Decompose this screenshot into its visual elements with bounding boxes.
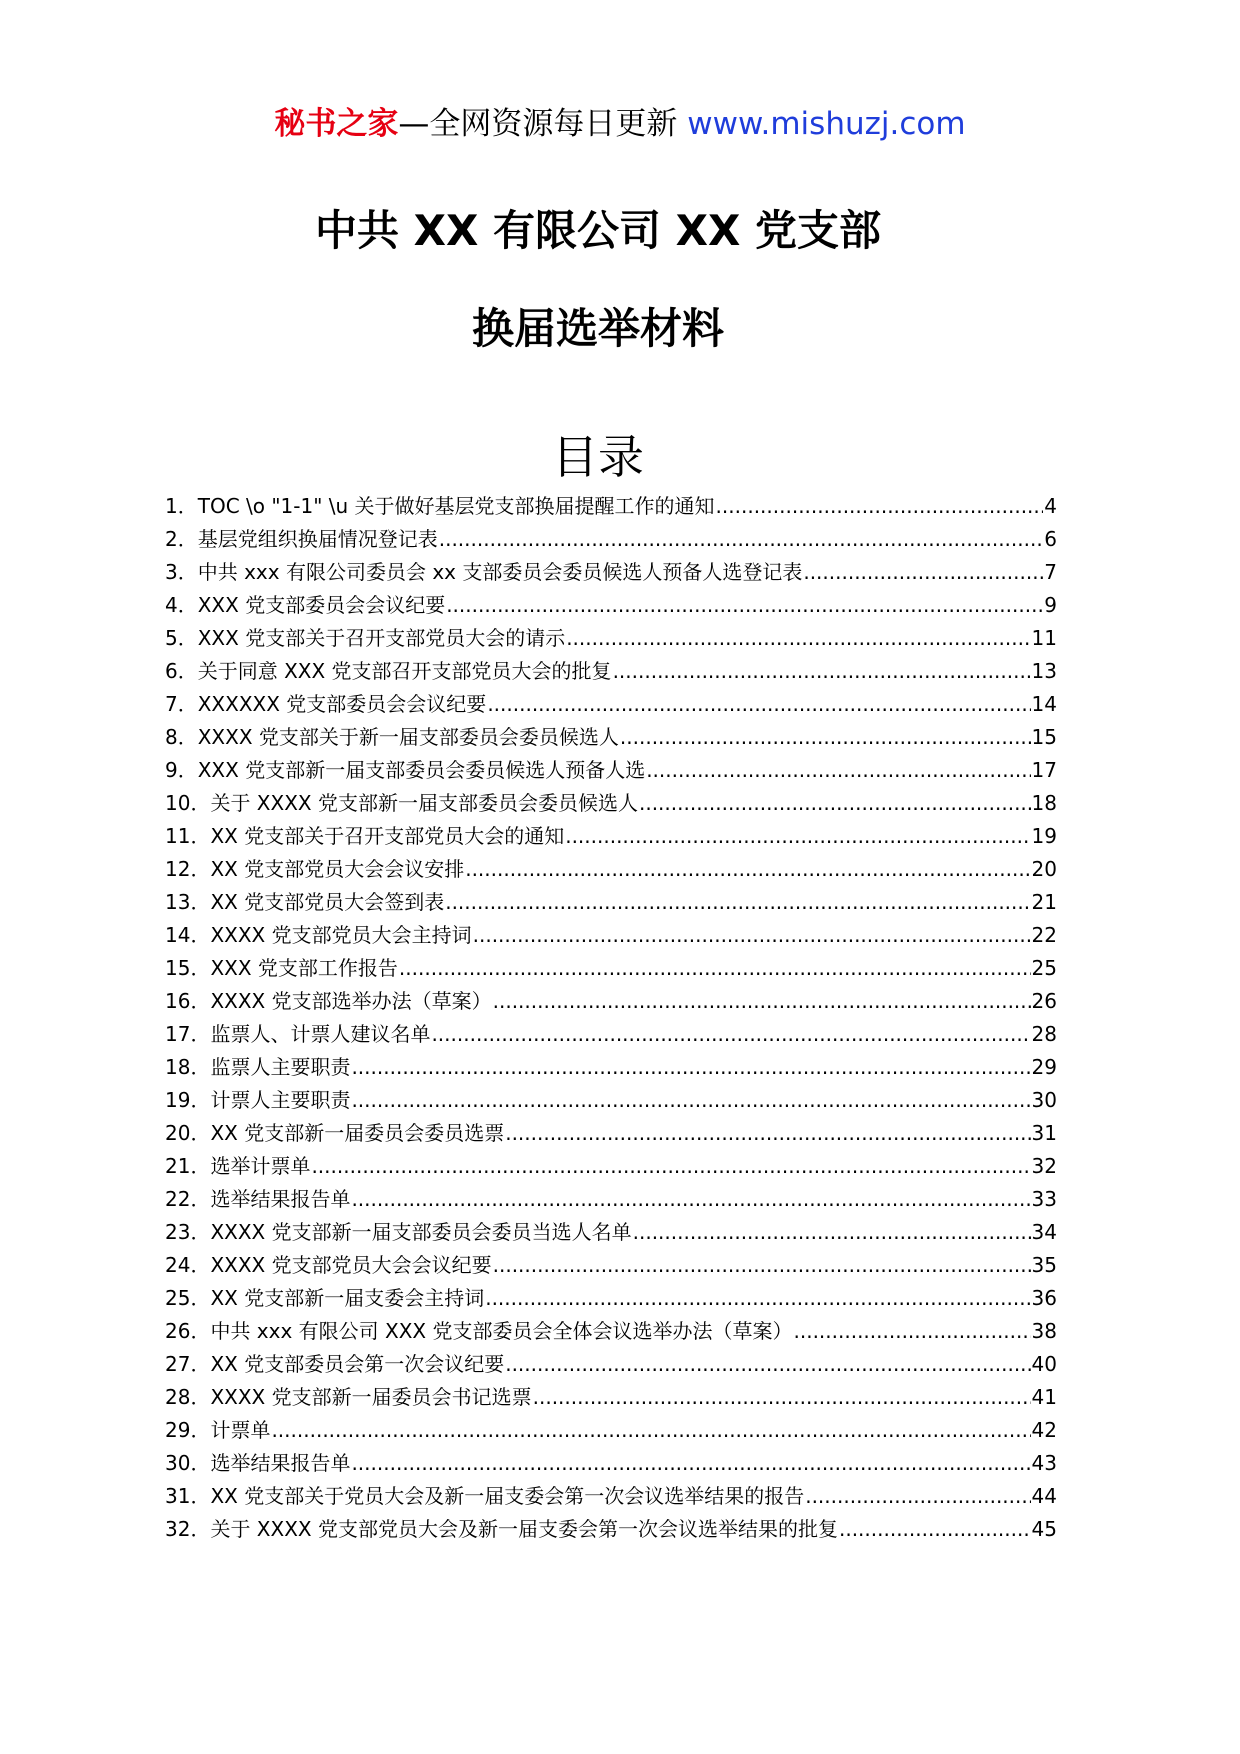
toc-entry-page-number: 19 — [1031, 824, 1057, 848]
toc-entry-page-number: 21 — [1031, 890, 1057, 914]
toc-entry-number: 20． — [165, 1121, 211, 1145]
toc-dot-leader — [493, 1249, 1031, 1282]
toc-entry-number: 13． — [165, 890, 211, 914]
toc-entry-title: 关于 XXXX 党支部党员大会及新一届支委会第一次会议选举结果的批复 — [210, 1517, 838, 1541]
brand-name: 秘书之家 — [274, 106, 399, 142]
toc-entry-number: 7． — [165, 692, 198, 716]
toc-entry[interactable] — [165, 1513, 1057, 1546]
toc-entry-number: 14． — [165, 923, 211, 947]
toc-entry[interactable] — [165, 490, 1057, 523]
toc-entry[interactable] — [165, 523, 1057, 556]
toc-entry-number: 11． — [165, 824, 211, 848]
toc-entry[interactable] — [165, 919, 1057, 952]
toc-entry[interactable] — [165, 1381, 1057, 1414]
toc-entry-title: 计票人主要职责 — [210, 1088, 351, 1112]
toc-entry[interactable] — [165, 556, 1057, 589]
toc-entry-page-number: 45 — [1031, 1517, 1057, 1541]
toc-dot-leader — [465, 853, 1030, 886]
table-of-contents — [165, 490, 1057, 1546]
toc-entry-title: 中共 xxx 有限公司委员会 xx 支部委员会委员候选人预备人选登记表 — [197, 560, 803, 584]
toc-entry[interactable] — [165, 655, 1057, 688]
toc-entry[interactable] — [165, 952, 1057, 985]
toc-entry-title: XXXX 党支部党员大会会议纪要 — [210, 1253, 492, 1277]
toc-entry-title: XX 党支部关于党员大会及新一届支委会第一次会议选举结果的报告 — [210, 1484, 805, 1508]
toc-dot-leader — [351, 1447, 1030, 1480]
toc-entry-title: TOC \o "1-1" \u 关于做好基层党支部换届提醒工作的通知 — [197, 494, 715, 518]
document-title-line-1: 中共 XX 有限公司 XX 党支部 — [314, 206, 882, 255]
toc-entry-page-number: 18 — [1031, 791, 1057, 815]
toc-dot-leader — [311, 1150, 1030, 1183]
toc-dot-leader — [399, 952, 1031, 985]
toc-entry[interactable] — [165, 1216, 1057, 1249]
site-url-link[interactable]: www.mishuzj.com — [687, 106, 966, 142]
toc-entry-title: XXX 党支部新一届支部委员会委员候选人预备人选 — [197, 758, 646, 782]
toc-entry-page-number: 30 — [1031, 1088, 1057, 1112]
toc-dot-leader — [565, 820, 1030, 853]
toc-entry[interactable] — [165, 886, 1057, 919]
toc-entry-number: 18． — [165, 1055, 211, 1079]
toc-entry-title: XXX 党支部委员会会议纪要 — [197, 593, 446, 617]
toc-dot-leader — [794, 1315, 1031, 1348]
toc-entry-number: 8． — [165, 725, 198, 749]
toc-entry-number: 6． — [165, 659, 198, 683]
toc-entry[interactable] — [165, 1183, 1057, 1216]
toc-entry-page-number: 13 — [1031, 659, 1057, 683]
toc-entry-page-number: 41 — [1031, 1385, 1057, 1409]
toc-entry-number: 21． — [165, 1154, 211, 1178]
toc-entry-title: XXXXXX 党支部委员会会议纪要 — [197, 692, 487, 716]
toc-entry[interactable] — [165, 1315, 1057, 1348]
toc-dot-leader — [487, 688, 1030, 721]
toc-entry-page-number: 28 — [1031, 1022, 1057, 1046]
toc-entry-page-number: 29 — [1031, 1055, 1057, 1079]
toc-entry-title: XX 党支部关于召开支部党员大会的通知 — [210, 824, 565, 848]
toc-dot-leader — [803, 556, 1043, 589]
toc-entry-page-number: 32 — [1031, 1154, 1057, 1178]
toc-entry-number: 31． — [165, 1484, 211, 1508]
toc-entry-number: 22． — [165, 1187, 211, 1211]
toc-entry-number: 29． — [165, 1418, 211, 1442]
toc-entry-title: XXXX 党支部新一届委员会书记选票 — [210, 1385, 532, 1409]
toc-entry-page-number: 38 — [1031, 1319, 1057, 1343]
site-header — [0, 98, 1240, 150]
toc-entry-page-number: 35 — [1031, 1253, 1057, 1277]
toc-entry-title: 中共 xxx 有限公司 XXX 党支部委员会全体会议选举办法（草案） — [210, 1319, 793, 1343]
toc-entry[interactable] — [165, 1051, 1057, 1084]
toc-entry-page-number: 17 — [1031, 758, 1057, 782]
toc-entry-page-number: 31 — [1031, 1121, 1057, 1145]
toc-dot-leader — [716, 490, 1044, 523]
toc-entry-number: 28． — [165, 1385, 211, 1409]
toc-entry[interactable] — [165, 1447, 1057, 1480]
toc-entry-number: 1． — [165, 494, 198, 518]
toc-dot-leader — [431, 1018, 1030, 1051]
toc-dot-leader — [271, 1414, 1030, 1447]
toc-entry-title: 监票人、计票人建议名单 — [210, 1022, 431, 1046]
toc-entry-number: 10． — [165, 791, 211, 815]
toc-heading: 目录 — [552, 430, 644, 484]
toc-entry-title: 监票人主要职责 — [210, 1055, 351, 1079]
toc-entry[interactable] — [165, 1117, 1057, 1150]
toc-entry-title: 选举结果报告单 — [210, 1187, 351, 1211]
toc-entry[interactable] — [165, 1348, 1057, 1381]
toc-entry[interactable] — [165, 1480, 1057, 1513]
toc-entry-page-number: 4 — [1044, 494, 1057, 518]
toc-entry-number: 27． — [165, 1352, 211, 1376]
toc-entry-number: 4． — [165, 593, 198, 617]
toc-entry-page-number: 33 — [1031, 1187, 1057, 1211]
toc-entry[interactable] — [165, 1084, 1057, 1117]
toc-dot-leader — [633, 1216, 1031, 1249]
toc-entry-title: XXX 党支部工作报告 — [210, 956, 398, 980]
toc-entry-title: 选举计票单 — [210, 1154, 311, 1178]
toc-entry-number: 5． — [165, 626, 198, 650]
toc-entry-title: XXXX 党支部选举办法（草案） — [210, 989, 492, 1013]
toc-entry[interactable] — [165, 787, 1057, 820]
toc-dot-leader — [505, 1348, 1030, 1381]
toc-entry[interactable] — [165, 985, 1057, 1018]
document-title-line-2: 换届选举材料 — [471, 304, 724, 353]
toc-entry-title: 关于 XXXX 党支部新一届支部委员会委员候选人 — [210, 791, 638, 815]
toc-dot-leader — [493, 985, 1031, 1018]
toc-entry[interactable] — [165, 721, 1057, 754]
toc-entry-page-number: 6 — [1044, 527, 1057, 551]
toc-entry-number: 30． — [165, 1451, 211, 1475]
toc-entry-number: 32． — [165, 1517, 211, 1541]
toc-entry[interactable] — [165, 1414, 1057, 1447]
toc-entry-number: 23． — [165, 1220, 211, 1244]
toc-entry-title: 关于同意 XXX 党支部召开支部党员大会的批复 — [197, 659, 612, 683]
toc-dot-leader — [446, 589, 1043, 622]
toc-dot-leader — [646, 754, 1030, 787]
toc-entry-page-number: 11 — [1031, 626, 1057, 650]
toc-entry-page-number: 26 — [1031, 989, 1057, 1013]
toc-dot-leader — [805, 1480, 1030, 1513]
toc-entry-number: 9． — [165, 758, 198, 782]
toc-entry-page-number: 25 — [1031, 956, 1057, 980]
toc-entry-page-number: 20 — [1031, 857, 1057, 881]
toc-dot-leader — [533, 1381, 1031, 1414]
toc-dot-leader — [445, 886, 1030, 919]
toc-entry[interactable] — [165, 1282, 1057, 1315]
toc-entry-number: 16． — [165, 989, 211, 1013]
toc-entry-page-number: 14 — [1031, 692, 1057, 716]
toc-entry-title: XX 党支部党员大会会议安排 — [210, 857, 465, 881]
toc-entry[interactable] — [165, 820, 1057, 853]
toc-entry-page-number: 7 — [1044, 560, 1057, 584]
toc-entry-title: XX 党支部党员大会签到表 — [210, 890, 445, 914]
toc-entry-page-number: 40 — [1031, 1352, 1057, 1376]
toc-dot-leader — [566, 622, 1030, 655]
toc-entry-number: 12． — [165, 857, 211, 881]
toc-entry-title: XXX 党支部关于召开支部党员大会的请示 — [197, 626, 566, 650]
toc-entry-title: XX 党支部新一届委员会委员选票 — [210, 1121, 505, 1145]
toc-entry-page-number: 9 — [1044, 593, 1057, 617]
toc-entry[interactable] — [165, 754, 1057, 787]
toc-dot-leader — [485, 1282, 1030, 1315]
toc-entry[interactable] — [165, 1150, 1057, 1183]
toc-entry[interactable] — [165, 1249, 1057, 1282]
toc-dot-leader — [351, 1051, 1030, 1084]
toc-dot-leader — [351, 1183, 1030, 1216]
toc-dot-leader — [613, 655, 1031, 688]
toc-entry-page-number: 22 — [1031, 923, 1057, 947]
toc-entry-number: 26． — [165, 1319, 211, 1343]
toc-entry-page-number: 42 — [1031, 1418, 1057, 1442]
toc-dot-leader — [473, 919, 1031, 952]
toc-dot-leader — [620, 721, 1031, 754]
toc-entry-number: 19． — [165, 1088, 211, 1112]
toc-entry[interactable] — [165, 1018, 1057, 1051]
toc-entry-number: 17． — [165, 1022, 211, 1046]
toc-dot-leader — [505, 1117, 1030, 1150]
toc-entry-number: 25． — [165, 1286, 211, 1310]
toc-entry-title: 计票单 — [210, 1418, 271, 1442]
toc-entry[interactable] — [165, 688, 1057, 721]
toc-entry-title: 选举结果报告单 — [210, 1451, 351, 1475]
toc-entry-title: XXXX 党支部党员大会主持词 — [210, 923, 472, 947]
toc-entry-page-number: 15 — [1031, 725, 1057, 749]
toc-entry-title: XX 党支部委员会第一次会议纪要 — [210, 1352, 505, 1376]
toc-dot-leader — [639, 787, 1031, 820]
toc-entry-number: 2． — [165, 527, 198, 551]
toc-entry[interactable] — [165, 589, 1057, 622]
toc-entry-title: XXXX 党支部新一届支部委员会委员当选人名单 — [210, 1220, 632, 1244]
toc-entry-page-number: 34 — [1031, 1220, 1057, 1244]
toc-entry-number: 24． — [165, 1253, 211, 1277]
toc-entry-title: XX 党支部新一届支委会主持词 — [210, 1286, 485, 1310]
toc-dot-leader — [839, 1513, 1031, 1546]
toc-entry-title: 基层党组织换届情况登记表 — [197, 527, 438, 551]
toc-entry[interactable] — [165, 622, 1057, 655]
toc-dot-leader — [351, 1084, 1030, 1117]
toc-entry-page-number: 36 — [1031, 1286, 1057, 1310]
toc-entry-page-number: 43 — [1031, 1451, 1057, 1475]
header-slogan: —全网资源每日更新 — [398, 106, 678, 142]
toc-entry-page-number: 44 — [1031, 1484, 1057, 1508]
toc-entry[interactable] — [165, 853, 1057, 886]
toc-entry-number: 3． — [165, 560, 198, 584]
toc-dot-leader — [439, 523, 1044, 556]
toc-entry-number: 15． — [165, 956, 211, 980]
toc-entry-title: XXXX 党支部关于新一届支部委员会委员候选人 — [197, 725, 619, 749]
